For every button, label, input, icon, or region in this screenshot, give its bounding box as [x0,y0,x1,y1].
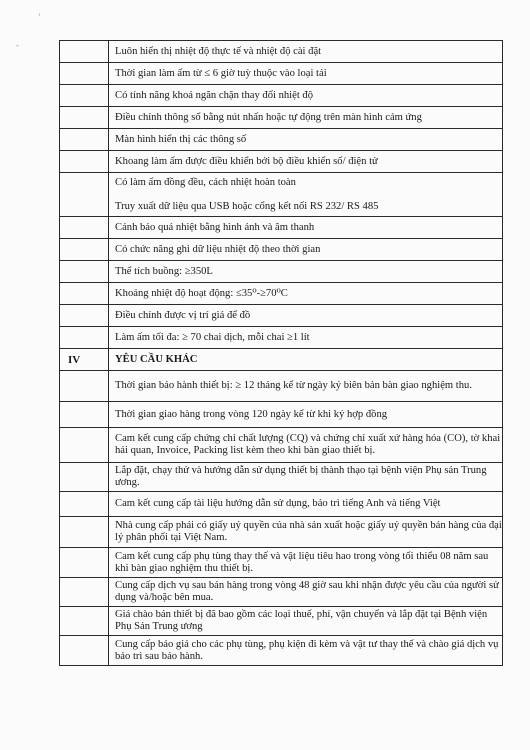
table-row [60,327,503,349]
table-row [60,607,503,636]
row-number [60,327,109,349]
scan-speck: - [16,40,19,50]
requirement-text-group [109,173,503,217]
row-number [60,239,109,261]
row-number [60,173,109,217]
requirement-text: Cung cấp báo giá cho các phụ tùng, phụ kiện đi kèm và vật tư thay thế và chào giá dịch vụ bảo trì sau bảo hành. [109,636,503,666]
requirement-text: Thời gian bảo hành thiết bị: ≥ 12 tháng kể từ ngày ký biên bản bàn giao nghiệm thu. [109,371,503,402]
table-row [60,107,503,129]
table-row [60,217,503,239]
table-row [60,402,503,428]
row-number [60,283,109,305]
table-row [60,239,503,261]
row-number [60,261,109,283]
requirement-text: Lắp đặt, chạy thử và hướng dẫn sử dụng thiết bị thành thạo tại bệnh viện Phụ sản Trung ương. [109,463,503,492]
table-row [60,463,503,492]
row-number [60,63,109,85]
row-number [60,548,109,578]
requirement-text: Khoảng nhiệt độ hoạt động: ≤35⁰-≥70⁰C [109,283,503,305]
requirement-text: Có làm ấm đồng đều, cách nhiệt hoàn toàn [115,176,296,188]
row-number [60,636,109,666]
requirement-text: Thời gian làm ấm từ ≤ 6 giờ tuỳ thuộc vào loại tải [109,63,503,85]
section-header-row [60,349,503,371]
requirement-text: Cảnh báo quá nhiệt bằng hình ảnh và âm thanh [109,217,503,239]
requirements-table [59,40,503,666]
table-row [60,173,503,217]
table-row [60,428,503,463]
table-row [60,578,503,607]
row-number [60,402,109,428]
requirement-text: Có chức năng ghi dữ liệu nhiệt độ theo thời gian [109,239,503,261]
row-number [60,492,109,517]
row-number [60,129,109,151]
table-row [60,129,503,151]
table-row [60,492,503,517]
requirement-text: Giá chào bán thiết bị đã bao gồm các loại thuế, phí, vận chuyển và lắp đặt tại Bệnh viện Phụ Sản Trung ương [109,607,503,636]
row-number [60,428,109,463]
row-number [60,151,109,173]
table-row [60,636,503,666]
requirement-text: Thể tích buồng: ≥350L [109,261,503,283]
row-number [60,463,109,492]
row-number [60,41,109,63]
table-row [60,63,503,85]
requirement-text: Điều chỉnh được vị trí giá để đồ [109,305,503,327]
requirement-text: Màn hình hiển thị các thông số [109,129,503,151]
row-number [60,305,109,327]
scan-speck: ʼ [38,12,41,22]
table-row [60,305,503,327]
requirement-text: Khoang làm ấm được điều khiển bởi bộ điều khiển số/ điện tử [109,151,503,173]
table-row [60,283,503,305]
row-number [60,107,109,129]
row-number [60,371,109,402]
section-number: IV [60,349,109,371]
requirement-text: Cung cấp dịch vụ sau bán hàng trong vòng 48 giờ sau khi nhận được yêu cầu của người sử dụng và/hoặc bên mua. [109,578,503,607]
table-row [60,517,503,548]
table-row [60,261,503,283]
table-row [60,151,503,173]
row-number [60,217,109,239]
requirement-text: Cam kết cung cấp phụ tùng thay thế và vật liệu tiêu hao trong vòng tối thiểu 08 năm sau khi bàn giao nghiệm thu thiết bị. [109,548,503,578]
table-row [60,371,503,402]
requirement-text: Nhà cung cấp phải có giấy uỷ quyền của nhà sản xuất hoặc giấy uỷ quyền bán hàng của đại lý phân phối tại Việt Nam. [109,517,503,548]
requirement-text: Cam kết cung cấp chứng chỉ chất lượng (CQ) và chứng chỉ xuất xứ hàng hóa (CO), tờ khai hải quan, Invoice, Packing list kèm theo khi bàn giao thiết bị. [109,428,503,463]
table-row [60,41,503,63]
section-title: YÊU CẦU KHÁC [109,349,503,371]
table-row [60,85,503,107]
requirement-text: Thời gian giao hàng trong vòng 120 ngày kể từ khi ký hợp đồng [109,402,503,428]
requirement-text: Làm ấm tối đa: ≥ 70 chai dịch, mỗi chai ≥1 lít [109,327,503,349]
row-number [60,517,109,548]
requirement-text: Cam kết cung cấp tài liệu hướng dẫn sử dụng, bảo trì tiếng Anh và tiếng Việt [109,492,503,517]
requirement-text: Có tính năng khoá ngăn chặn thay đổi nhiệt độ [109,85,503,107]
table-row [60,548,503,578]
row-number [60,85,109,107]
row-number [60,607,109,636]
row-number [60,578,109,607]
requirement-text: Điều chỉnh thông số bằng nút nhấn hoặc tự động trên màn hình cảm ứng [109,107,503,129]
requirement-text: Luôn hiển thị nhiệt độ thực tế và nhiệt độ cài đặt [109,41,503,63]
requirement-text: Truy xuất dữ liệu qua USB hoặc cổng kết nối RS 232/ RS 485 [115,200,379,212]
